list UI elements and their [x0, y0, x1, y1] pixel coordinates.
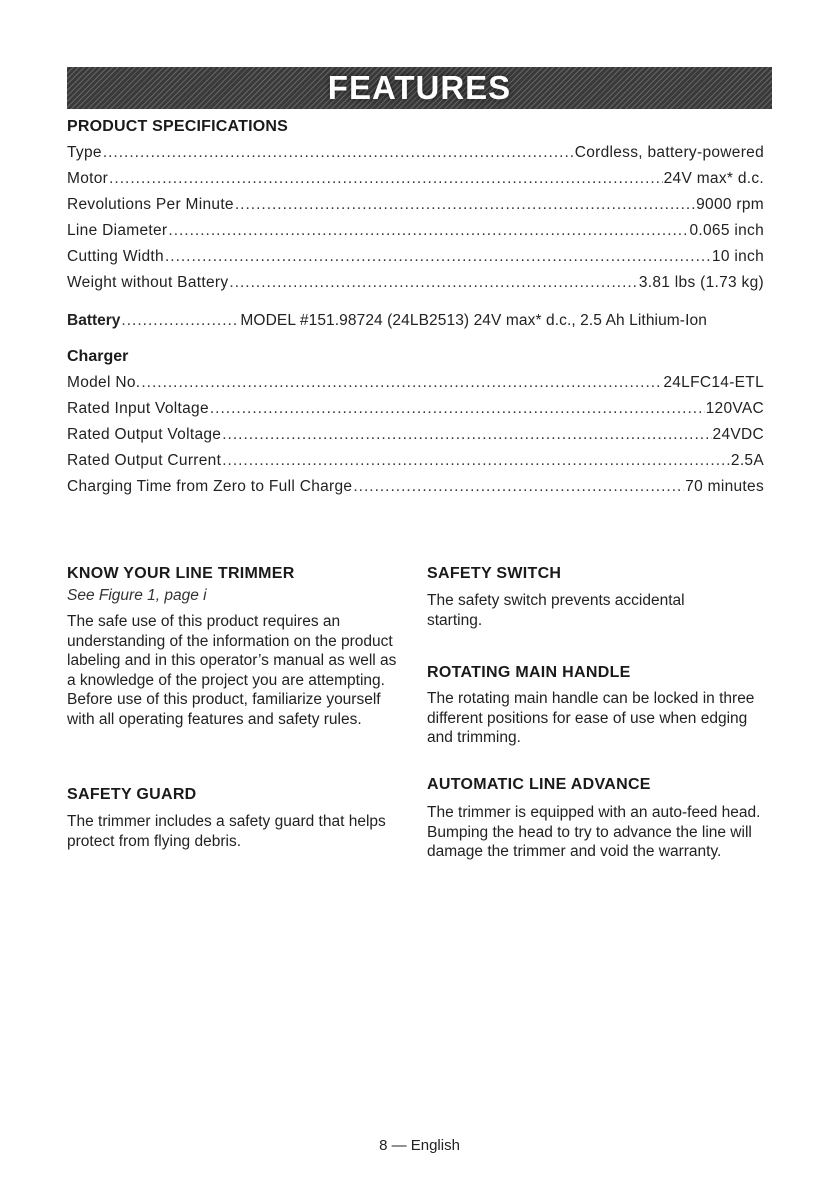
automatic-line-advance-body: The trimmer is equipped with an auto-feed head. Bumping the head to try to advance the line will damage the trimmer and void the warranty.	[427, 804, 761, 861]
spec-row-charging-time	[67, 478, 764, 500]
leader-dots	[103, 144, 574, 162]
leader-dots	[222, 452, 730, 470]
automatic-line-advance-heading: AUTOMATIC LINE ADVANCE	[427, 776, 651, 793]
charger-heading: Charger	[67, 348, 129, 365]
rotating-main-handle-body: The rotating main handle can be locked in three different positions for ease of use when edging and trimming.	[427, 690, 755, 747]
leader-dots	[229, 274, 637, 292]
spec-value: 10 inch	[711, 248, 764, 265]
spec-value: 120VAC	[705, 400, 764, 417]
rotating-main-handle-heading: ROTATING MAIN HANDLE	[427, 664, 631, 681]
safety-guard-heading: SAFETY GUARD	[67, 786, 197, 803]
know-your-line-trimmer-heading: KNOW YOUR LINE TRIMMER	[67, 565, 295, 582]
leader-dots	[168, 222, 688, 240]
spec-row-rpm	[67, 196, 764, 218]
product-specifications-heading: PRODUCT SPECIFICATIONS	[67, 118, 289, 135]
spec-row-output-voltage	[67, 426, 764, 448]
spec-value: 0.065 inch	[689, 222, 764, 239]
know-your-line-trimmer-body: The safe use of this product requires an understanding of the information on the product labeling and in this operator’s manual as well as a knowledge of the project you are attempting. Before use of this product, familiarize yourself with all operating features and safety rules.	[67, 613, 397, 728]
spec-label: Revolutions Per Minute	[67, 196, 234, 213]
battery-label: Battery	[67, 312, 121, 329]
safety-guard-body: The trimmer includes a safety guard that helps protect from flying debris.	[67, 813, 386, 850]
leader-dots	[165, 248, 711, 266]
leader-dots	[222, 426, 711, 444]
leader-dots	[353, 478, 684, 496]
features-banner	[67, 67, 772, 109]
spec-label: Weight without Battery	[67, 274, 229, 291]
spec-row-battery	[67, 312, 764, 334]
leader-dots	[121, 312, 239, 330]
safety-switch-heading: SAFETY SWITCH	[427, 565, 562, 582]
spec-label: Model No.	[67, 374, 141, 391]
spec-row-type	[67, 144, 764, 166]
spec-label: Motor	[67, 170, 109, 187]
battery-value: MODEL #151.98724 (24LB2513) 24V max* d.c., 2.5 Ah Lithium-Ion	[240, 312, 707, 329]
spec-label: Cutting Width	[67, 248, 164, 265]
spec-row-output-current	[67, 452, 764, 474]
spec-value: 24V max* d.c.	[663, 170, 764, 187]
spec-value: 24VDC	[712, 426, 764, 443]
banner-title: FEATURES	[327, 69, 512, 106]
leader-dots	[235, 196, 695, 214]
leader-dots	[210, 400, 705, 418]
leader-dots	[109, 170, 662, 188]
spec-label: Rated Output Voltage	[67, 426, 222, 443]
spec-value: 70 minutes	[685, 478, 764, 495]
page-footer: 8 — English	[379, 1137, 460, 1154]
spec-label: Rated Input Voltage	[67, 400, 209, 417]
spec-label: Rated Output Current	[67, 452, 222, 469]
spec-row-charger-model	[67, 374, 764, 396]
spec-row-line-diameter	[67, 222, 764, 244]
safety-switch-body: The safety switch prevents accidental starting.	[427, 592, 685, 629]
spec-value: 2.5A	[730, 452, 764, 469]
spec-row-motor	[67, 170, 764, 192]
spec-row-weight	[67, 274, 764, 296]
spec-label: Charging Time from Zero to Full Charge	[67, 478, 353, 495]
spec-value: Cordless, battery-powered	[574, 144, 764, 161]
spec-label: Type	[67, 144, 102, 161]
leader-dots	[141, 374, 662, 392]
spec-value: 3.81 lbs (1.73 kg)	[638, 274, 764, 291]
spec-label: Line Diameter	[67, 222, 168, 239]
spec-value: 9000 rpm	[696, 196, 764, 213]
spec-row-cutting-width	[67, 248, 764, 270]
spec-row-input-voltage	[67, 400, 764, 422]
spec-value: 24LFC14-ETL	[663, 374, 764, 391]
figure-reference: See Figure 1, page i	[67, 587, 207, 604]
